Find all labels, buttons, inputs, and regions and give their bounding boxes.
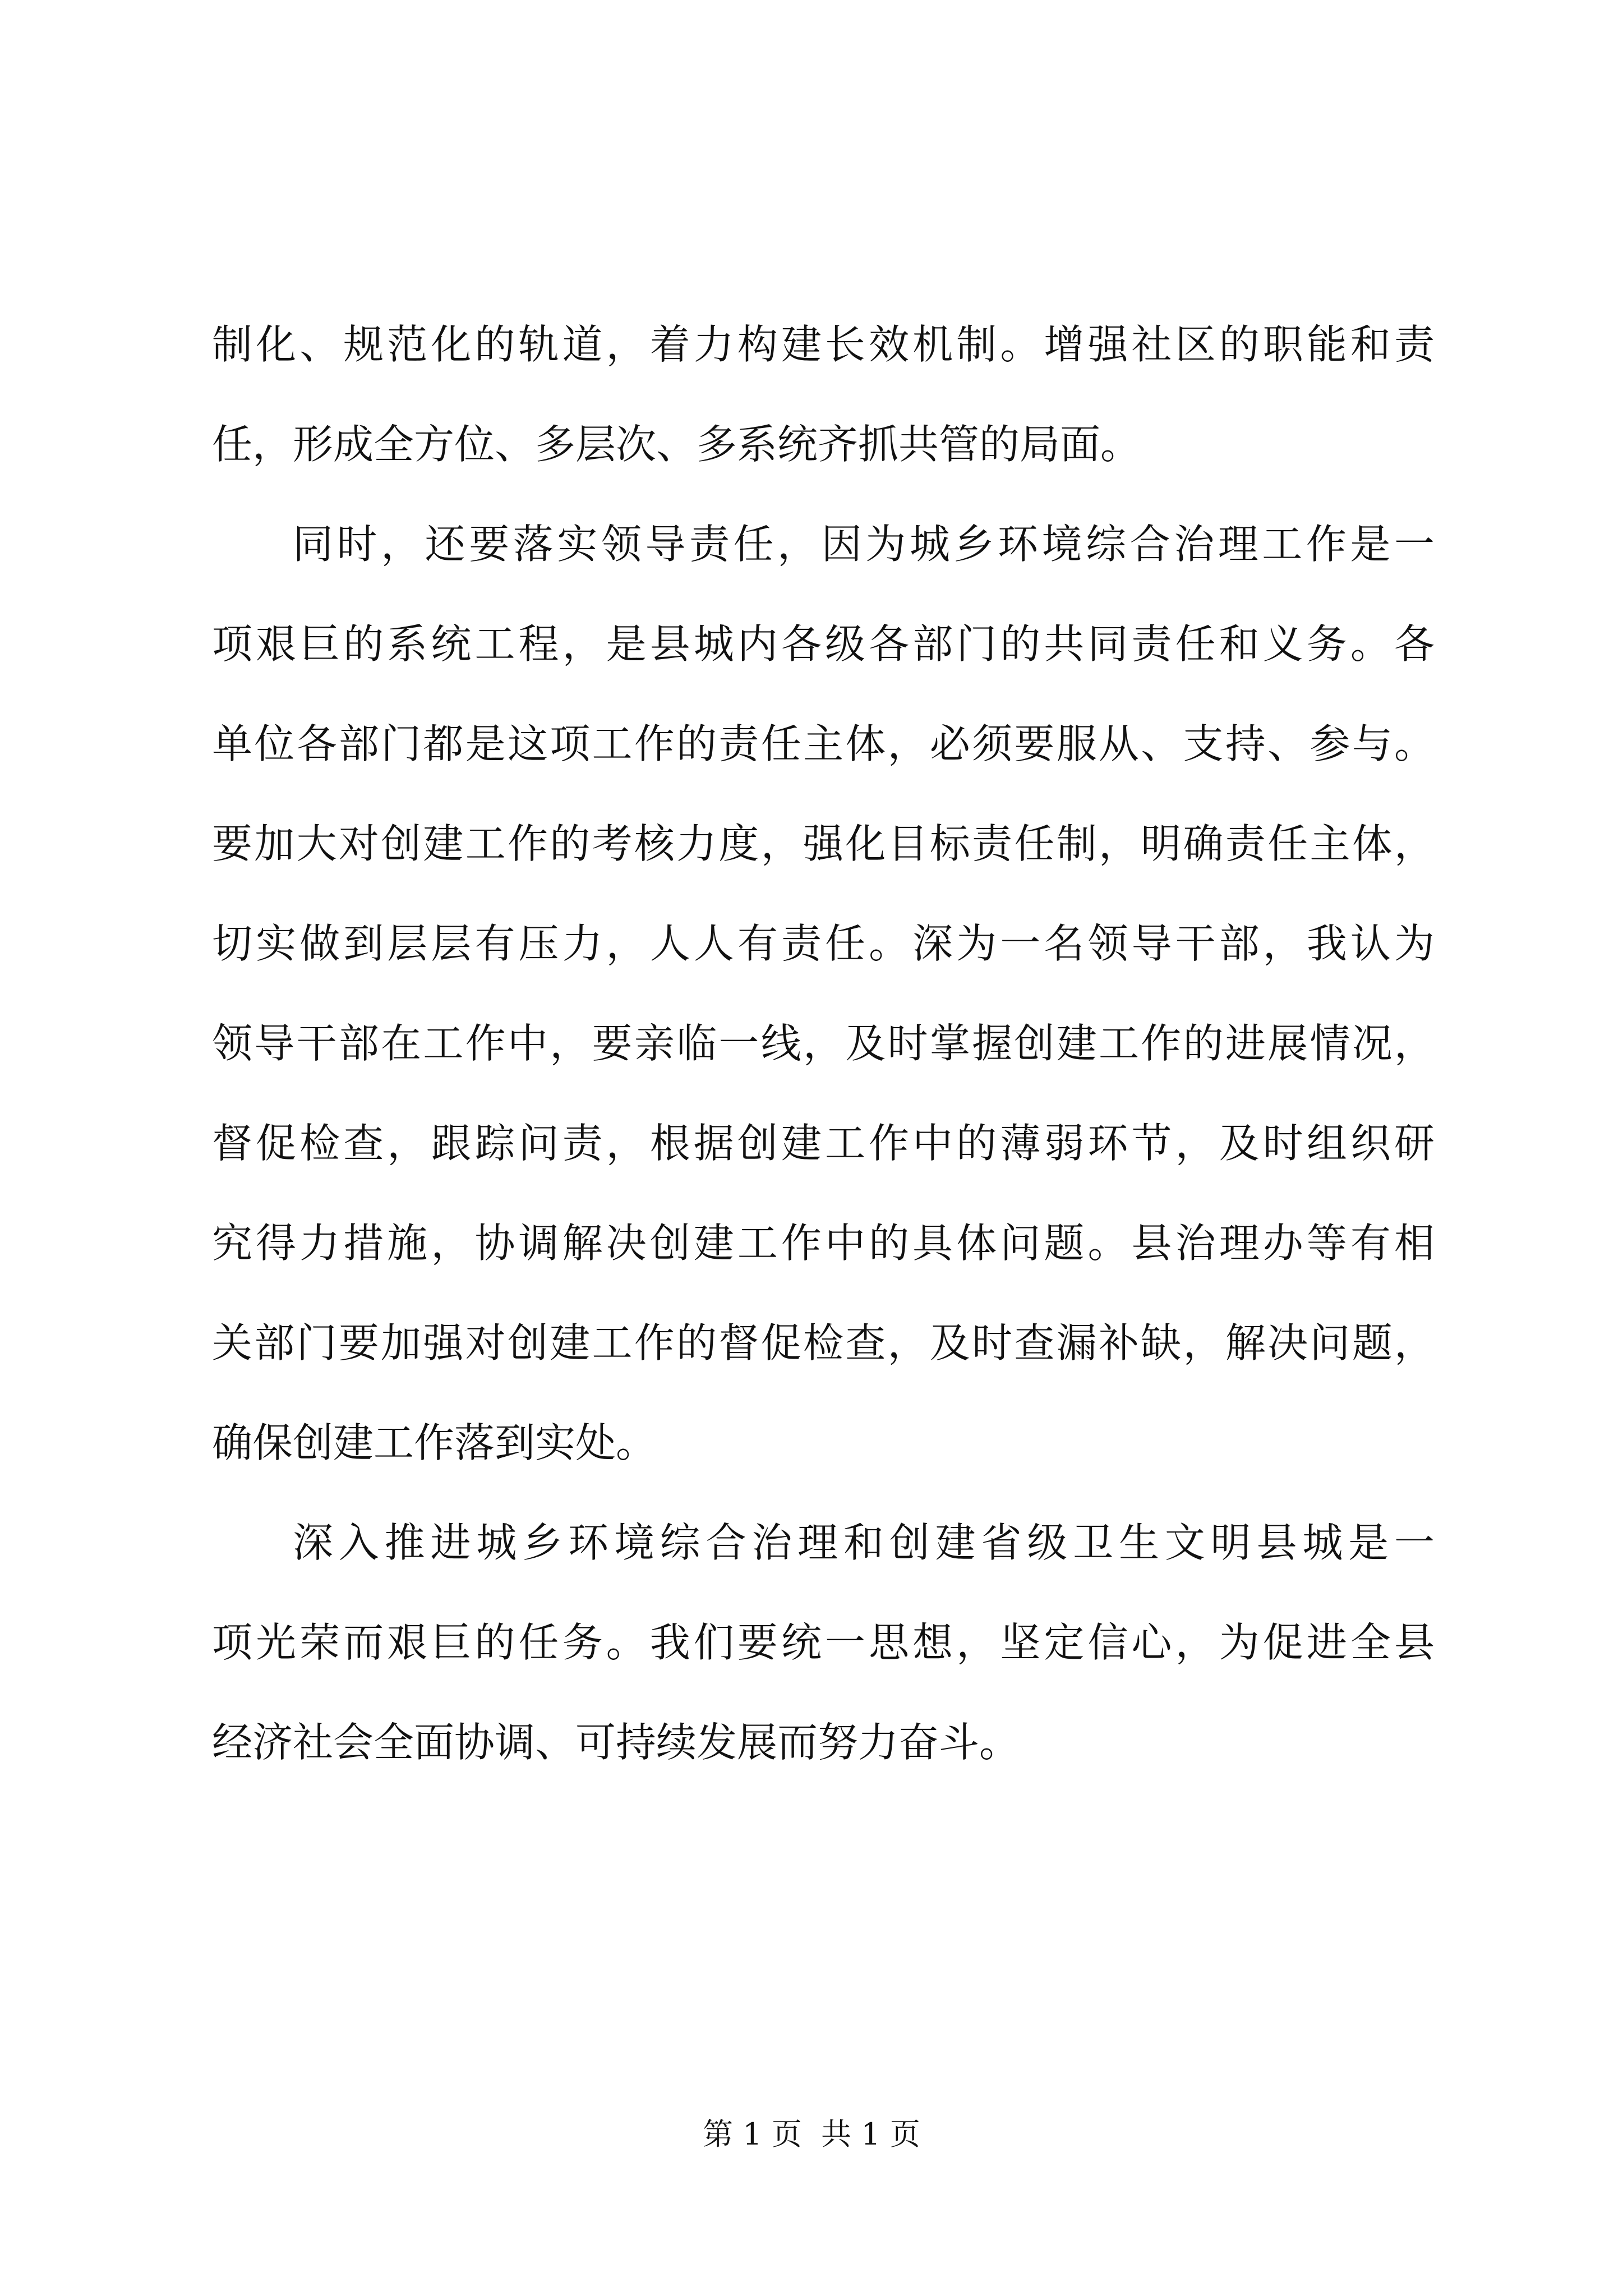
text-line: 任，形成全方位、多层次、多系统齐抓共管的局面。 <box>212 421 1141 468</box>
text-line: 督促检查，跟踪问责，根据创建工作中的薄弱环节，及时组织研 <box>212 1120 1435 1167</box>
document-body <box>212 295 1435 1792</box>
text-line: 项艰巨的系统工程，是县城内各级各部门的共同责任和义务。各 <box>212 620 1435 668</box>
text-line: 经济社会全面协调、可持续发展而努力奋斗。 <box>212 1719 1020 1766</box>
paragraph-1 <box>212 295 1435 494</box>
text-line: 同时，还要落实领导责任，因为城乡环境综合治理工作是一 <box>293 521 1435 568</box>
text-line: 要加大对创建工作的考核力度，强化目标责任制，明确责任主体， <box>212 820 1435 867</box>
paragraph-3 <box>212 1493 1435 1792</box>
text-line: 制化、规范化的轨道，着力构建长效机制。增强社区的职能和责 <box>212 321 1435 368</box>
text-line: 究得力措施，协调解决创建工作中的具体问题。县治理办等有相 <box>212 1220 1435 1267</box>
page-footer: 第 1 页 共 1 页 <box>703 2116 920 2152</box>
text-line: 关部门要加强对创建工作的督促检查，及时查漏补缺，解决问题， <box>212 1319 1435 1366</box>
text-line: 领导干部在工作中，要亲临一线，及时掌握创建工作的进展情况， <box>212 1020 1435 1067</box>
text-line: 切实做到层层有压力，人人有责任。深为一名领导干部，我认为 <box>212 920 1435 967</box>
text-line: 深入推进城乡环境综合治理和创建省级卫生文明县城是一 <box>293 1519 1435 1566</box>
text-line: 项光荣而艰巨的任务。我们要统一思想，坚定信心，为促进全县 <box>212 1619 1435 1666</box>
paragraph-2 <box>212 494 1435 1493</box>
text-line: 确保创建工作落到实处。 <box>212 1419 657 1466</box>
text-line: 单位各部门都是这项工作的责任主体，必须要服从、支持、参与。 <box>212 720 1435 767</box>
